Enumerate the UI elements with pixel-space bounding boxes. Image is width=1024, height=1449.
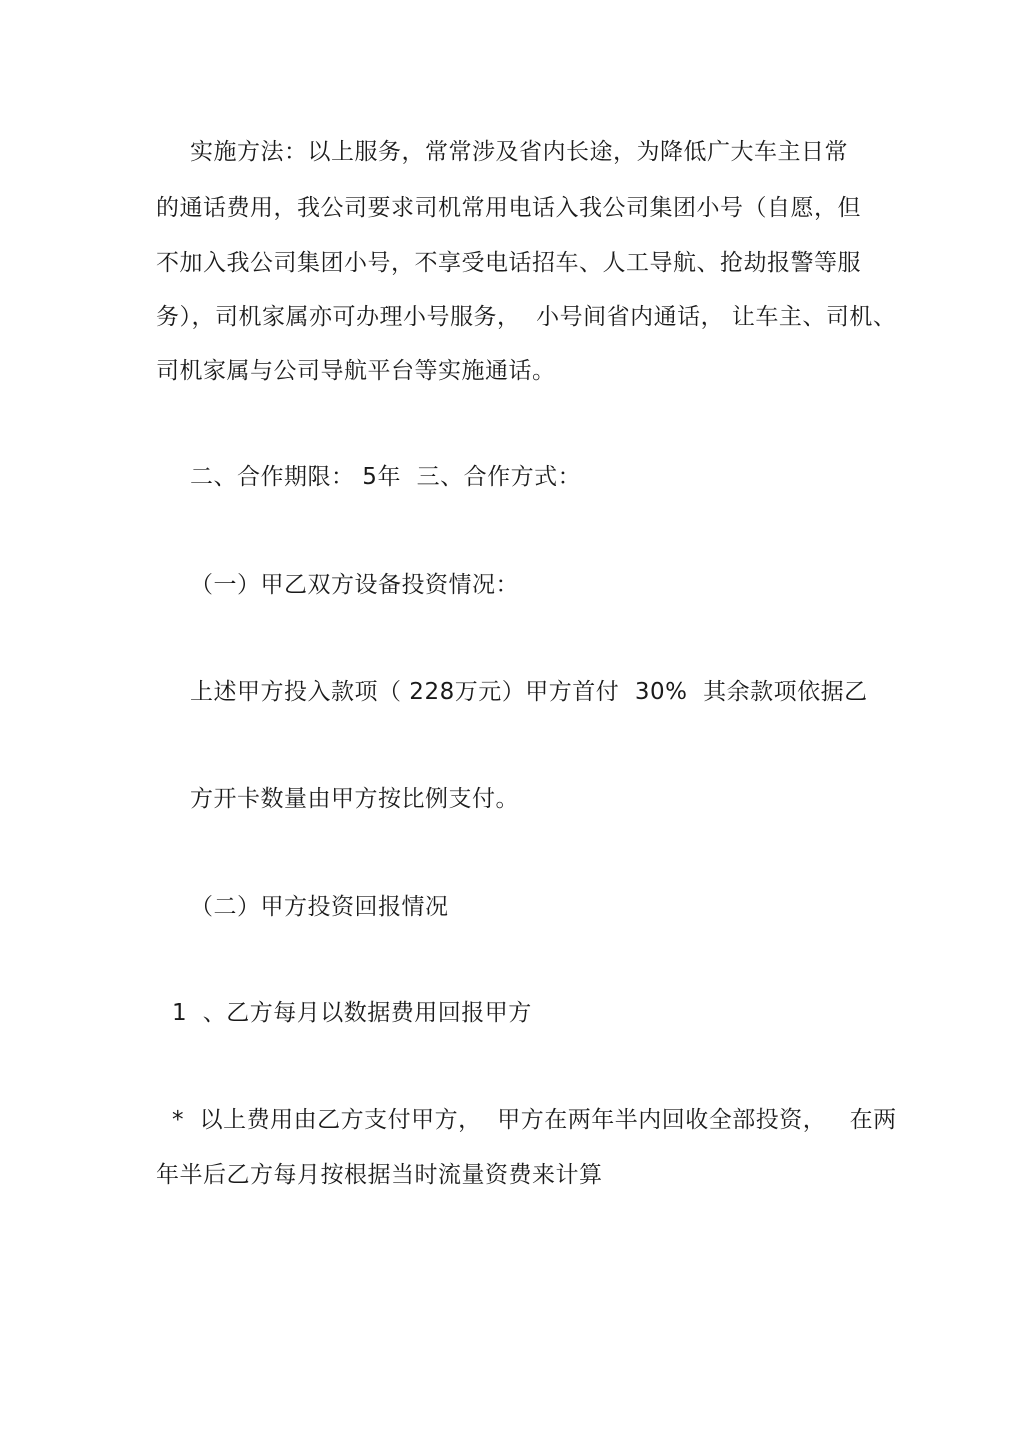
paragraph-implementation-method-line-1: 实施方法：以上服务，常常涉及省内长途，为降低广大车主日常	[190, 139, 848, 165]
note-line-1: * 以上费用由乙方支付甲方， 甲方在两年半内回收全部投资， 在两	[172, 1107, 897, 1133]
investment-amount-line-1: 上述甲方投入款项（ 228万元）甲方首付 30% 其余款项依据乙	[190, 679, 868, 705]
paragraph-implementation-method-line-2: 的通话费用，我公司要求司机常用电话入我公司集团小号（自愿，但	[156, 195, 861, 221]
equipment-investment-heading: （一）甲乙双方设备投资情况：	[190, 572, 519, 598]
paragraph-implementation-method-line-4: 务），司机家属亦可办理小号服务， 小号间省内通话， 让车主、司机、	[156, 304, 897, 330]
return-item-1: 1 、乙方每月以数据费用回报甲方	[172, 1000, 532, 1026]
note-line-2: 年半后乙方每月按根据当时流量资费来计算	[156, 1162, 603, 1188]
paragraph-implementation-method-line-3: 不加入我公司集团小号，不享受电话招车、人工导航、抢劫报警等服	[156, 250, 861, 276]
cooperation-term-heading: 二、合作期限： 5年 三、合作方式：	[190, 464, 582, 490]
investment-amount-line-2: 方开卡数量由甲方按比例支付。	[190, 786, 519, 812]
paragraph-implementation-method-line-5: 司机家属与公司导航平台等实施通话。	[156, 358, 556, 384]
investment-return-heading: （二）甲方投资回报情况	[190, 894, 449, 920]
